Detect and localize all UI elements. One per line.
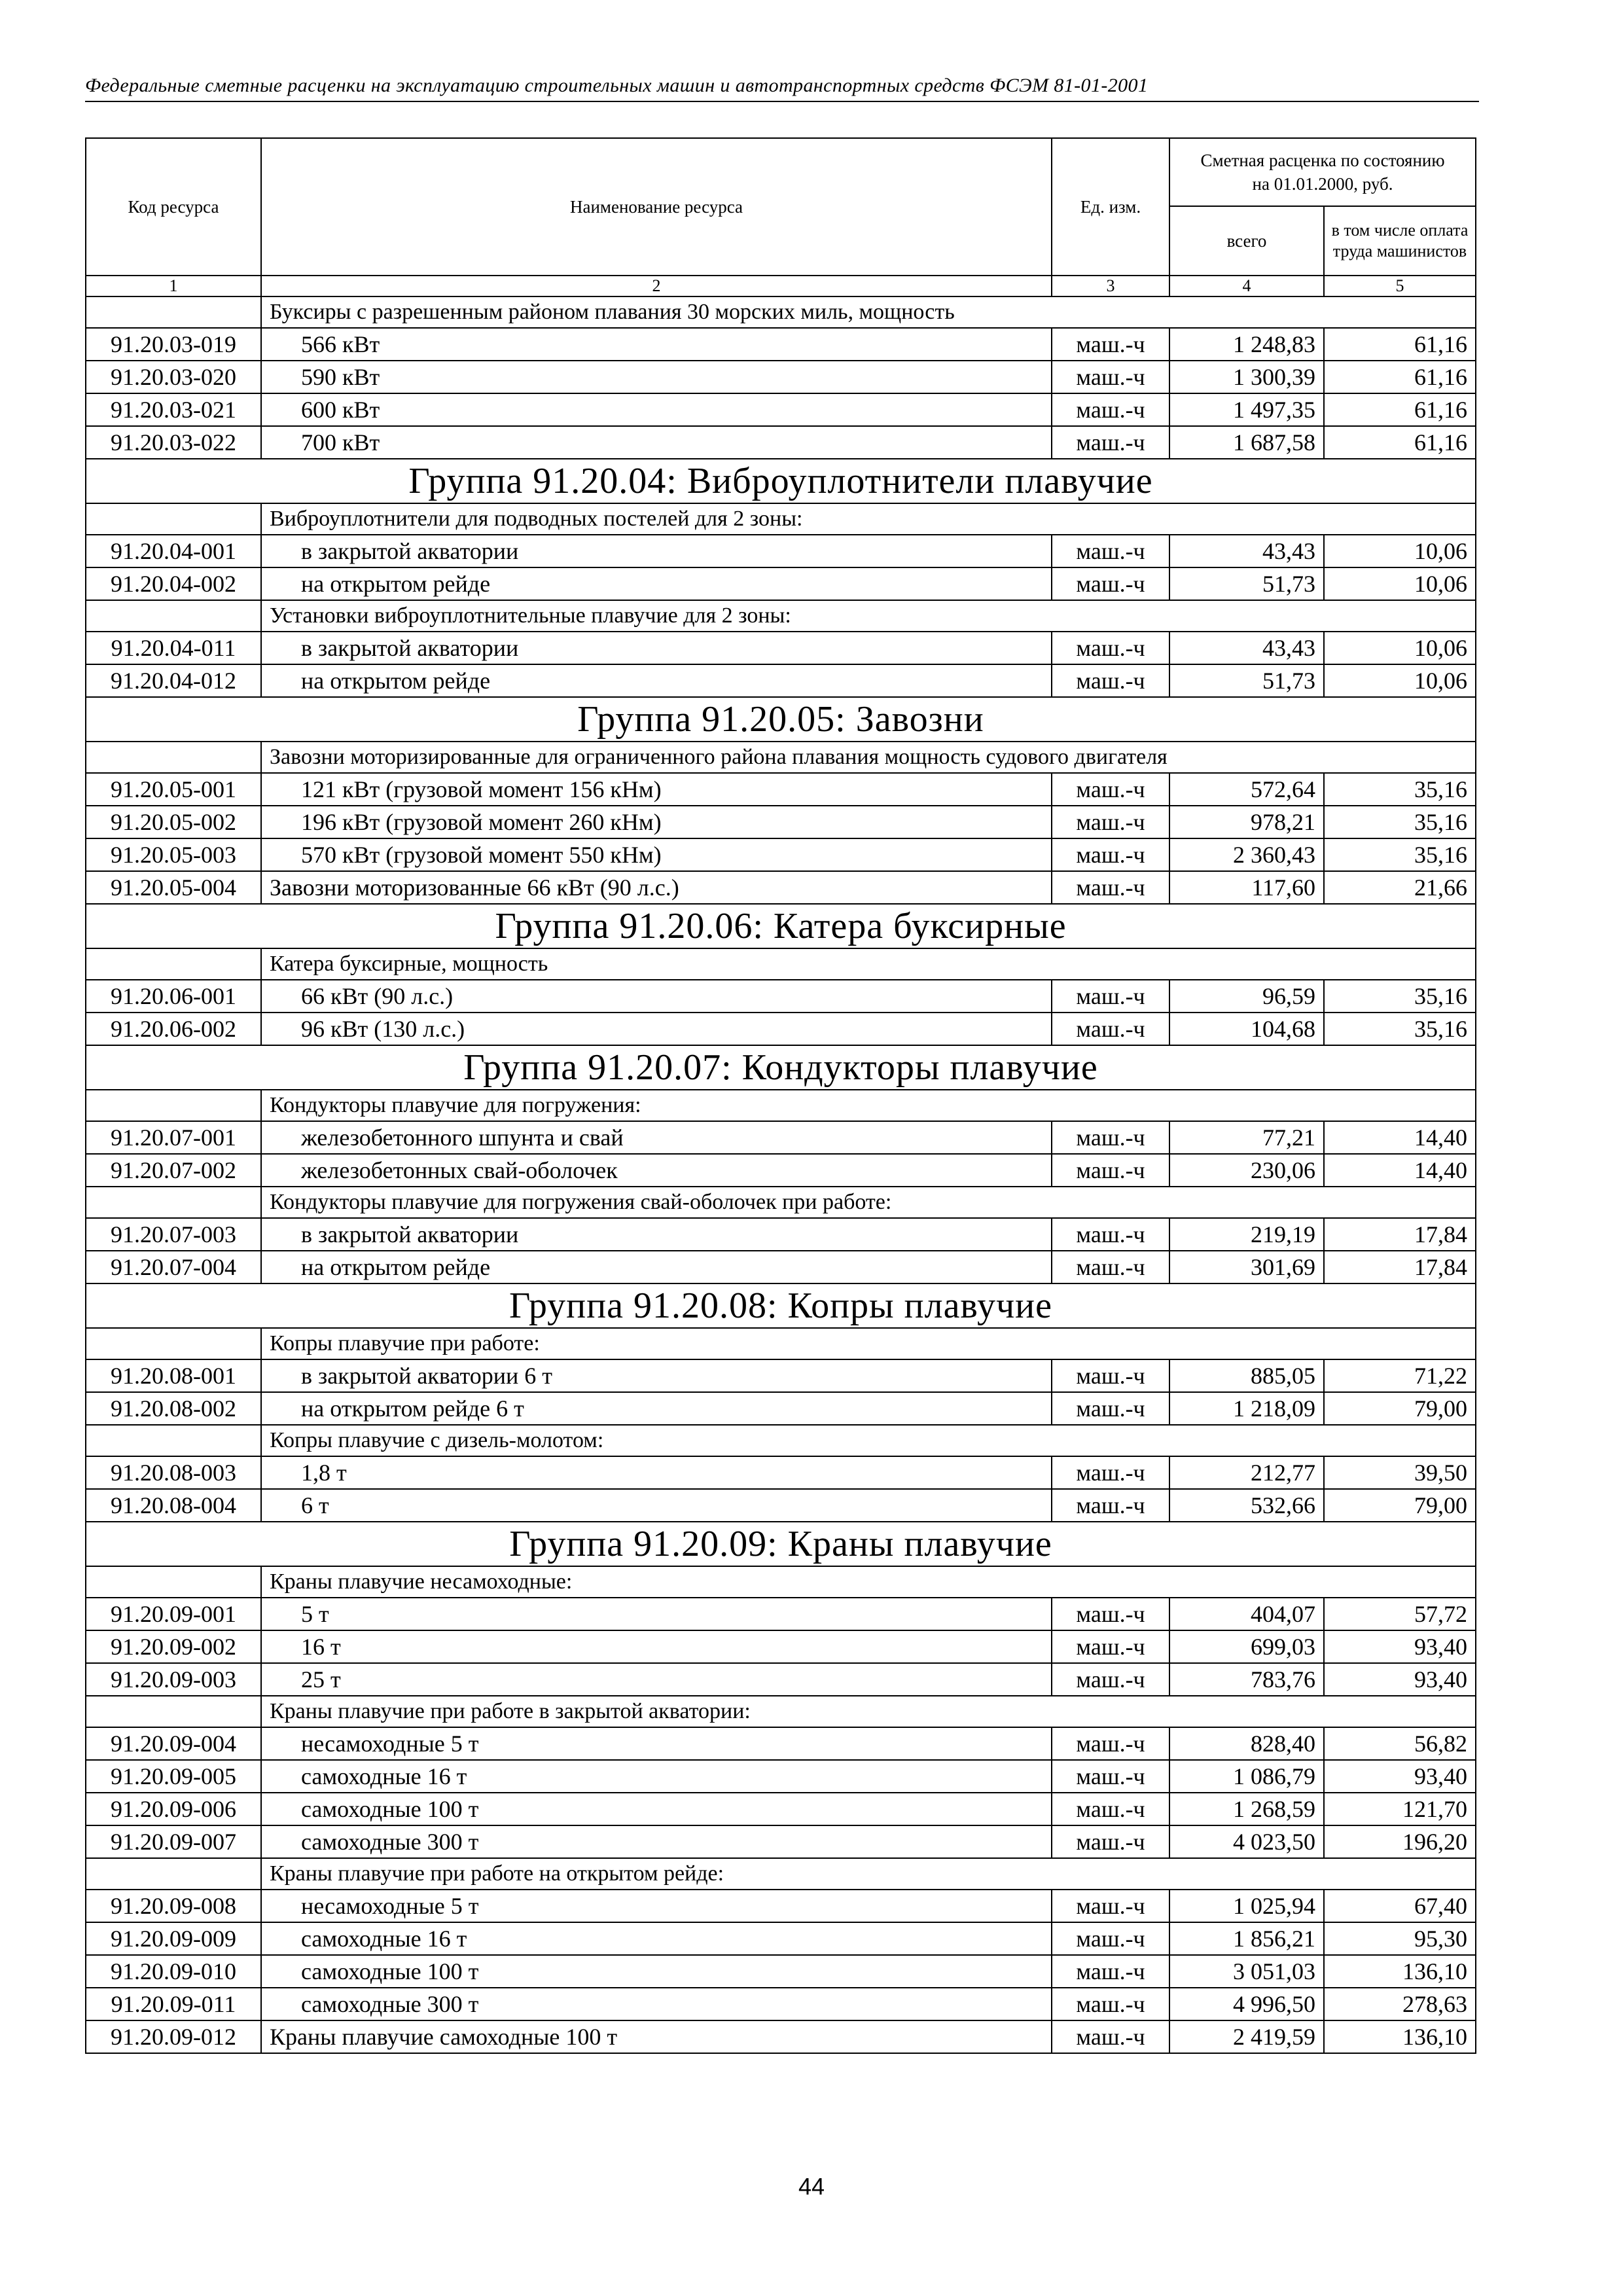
resource-name: Краны плавучие самоходные 100 т [261, 2020, 1052, 2053]
group-heading: Группа 91.20.07: Кондукторы плавучие [86, 1045, 1476, 1090]
total-cost: 828,40 [1169, 1727, 1324, 1760]
table-row [86, 1154, 1476, 1187]
unit-cell: маш.-ч [1052, 1663, 1169, 1696]
resource-name: 590 кВт [261, 361, 1052, 393]
column-number: 5 [1324, 276, 1476, 296]
total-cost: 43,43 [1169, 632, 1324, 664]
subheading-row [86, 1090, 1476, 1121]
total-cost: 1 025,94 [1169, 1890, 1324, 1922]
empty-cell [86, 742, 261, 773]
wages-cost: 21,66 [1324, 871, 1476, 904]
unit-cell: маш.-ч [1052, 426, 1169, 459]
unit-cell: маш.-ч [1052, 664, 1169, 697]
resource-code: 91.20.09-008 [86, 1890, 261, 1922]
total-cost: 783,76 [1169, 1663, 1324, 1696]
resource-name: 16 т [261, 1630, 1052, 1663]
subheading-text: Катера буксирные, мощность [261, 948, 1476, 980]
unit-cell: маш.-ч [1052, 1760, 1169, 1793]
subheading-row [86, 742, 1476, 773]
resource-name: 196 кВт (грузовой момент 260 кНм) [261, 806, 1052, 838]
empty-cell [86, 1696, 261, 1727]
total-cost: 4 996,50 [1169, 1988, 1324, 2020]
total-cost: 301,69 [1169, 1251, 1324, 1283]
wages-cost: 67,40 [1324, 1890, 1476, 1922]
group-heading-row [86, 459, 1476, 503]
running-title: Федеральные сметные расценки на эксплуатацию строительных машин и автотранспортных средств ФСЭМ 81-01-2001 [85, 75, 1479, 102]
wages-cost: 93,40 [1324, 1760, 1476, 1793]
total-cost: 3 051,03 [1169, 1955, 1324, 1988]
resource-name: несамоходные 5 т [261, 1727, 1052, 1760]
subheading-text: Буксиры с разрешенным районом плавания 30 морских миль, мощность [261, 296, 1476, 328]
resource-code: 91.20.03-022 [86, 426, 261, 459]
empty-cell [86, 600, 261, 632]
resource-name: 566 кВт [261, 328, 1052, 361]
wages-cost: 56,82 [1324, 1727, 1476, 1760]
subheading-row [86, 1858, 1476, 1890]
page-number: 44 [798, 2173, 825, 2200]
wages-cost: 17,84 [1324, 1218, 1476, 1251]
resource-code: 91.20.09-002 [86, 1630, 261, 1663]
total-cost: 1 856,21 [1169, 1922, 1324, 1955]
table-row [86, 980, 1476, 1013]
resource-name: самоходные 300 т [261, 1825, 1052, 1858]
unit-cell: маш.-ч [1052, 1922, 1169, 1955]
unit-cell: маш.-ч [1052, 1359, 1169, 1392]
column-number: 2 [261, 276, 1052, 296]
total-cost: 2 360,43 [1169, 838, 1324, 871]
column-number: 4 [1169, 276, 1324, 296]
total-cost: 51,73 [1169, 567, 1324, 600]
unit-cell: маш.-ч [1052, 632, 1169, 664]
subheading-row [86, 1187, 1476, 1218]
resource-name: на открытом рейде [261, 664, 1052, 697]
empty-cell [86, 1425, 261, 1456]
unit-cell: маш.-ч [1052, 361, 1169, 393]
wages-cost: 196,20 [1324, 1825, 1476, 1858]
wages-cost: 39,50 [1324, 1456, 1476, 1489]
table-row [86, 773, 1476, 806]
empty-cell [86, 1566, 261, 1598]
resource-code: 91.20.09-007 [86, 1825, 261, 1858]
group-heading-row [86, 1522, 1476, 1566]
group-heading-row [86, 1045, 1476, 1090]
table-row [86, 535, 1476, 567]
wages-cost: 79,00 [1324, 1392, 1476, 1425]
unit-cell: маш.-ч [1052, 1598, 1169, 1630]
resource-name: 6 т [261, 1489, 1052, 1522]
resource-code: 91.20.04-012 [86, 664, 261, 697]
resource-code: 91.20.08-001 [86, 1359, 261, 1392]
total-cost: 230,06 [1169, 1154, 1324, 1187]
resource-code: 91.20.08-003 [86, 1456, 261, 1489]
wages-cost: 121,70 [1324, 1793, 1476, 1825]
group-heading: Группа 91.20.04: Виброуплотнители плавучие [86, 459, 1476, 503]
header-total: всего [1169, 206, 1324, 276]
subheading-row [86, 1696, 1476, 1727]
table-row [86, 393, 1476, 426]
resource-code: 91.20.07-001 [86, 1121, 261, 1154]
unit-cell: маш.-ч [1052, 1121, 1169, 1154]
wages-cost: 278,63 [1324, 1988, 1476, 2020]
table-body [86, 296, 1476, 2053]
group-heading: Группа 91.20.06: Катера буксирные [86, 904, 1476, 948]
resource-name: на открытом рейде [261, 567, 1052, 600]
unit-cell: маш.-ч [1052, 2020, 1169, 2053]
resource-name: несамоходные 5 т [261, 1890, 1052, 1922]
table-row [86, 1392, 1476, 1425]
total-cost: 2 419,59 [1169, 2020, 1324, 2053]
resource-code: 91.20.09-010 [86, 1955, 261, 1988]
total-cost: 404,07 [1169, 1598, 1324, 1630]
table-row [86, 1988, 1476, 2020]
resource-name: 96 кВт (130 л.с.) [261, 1013, 1052, 1045]
resource-code: 91.20.04-002 [86, 567, 261, 600]
resource-name: самоходные 300 т [261, 1988, 1052, 2020]
subheading-text: Кондукторы плавучие для погружения свай-оболочек при работе: [261, 1187, 1476, 1218]
resource-name: в закрытой акватории 6 т [261, 1359, 1052, 1392]
wages-cost: 57,72 [1324, 1598, 1476, 1630]
resource-code: 91.20.07-003 [86, 1218, 261, 1251]
group-heading-row [86, 697, 1476, 742]
subheading-row [86, 948, 1476, 980]
unit-cell: маш.-ч [1052, 773, 1169, 806]
wages-cost: 10,06 [1324, 535, 1476, 567]
unit-cell: маш.-ч [1052, 535, 1169, 567]
group-heading-row [86, 1283, 1476, 1328]
rates-table [85, 137, 1476, 2054]
resource-code: 91.20.05-001 [86, 773, 261, 806]
table-row [86, 1359, 1476, 1392]
total-cost: 43,43 [1169, 535, 1324, 567]
wages-cost: 35,16 [1324, 1013, 1476, 1045]
subheading-text: Виброуплотнители для подводных постелей для 2 зоны: [261, 503, 1476, 535]
wages-cost: 79,00 [1324, 1489, 1476, 1522]
subheading-text: Кондукторы плавучие для погружения: [261, 1090, 1476, 1121]
group-heading: Группа 91.20.05: Завозни [86, 697, 1476, 742]
total-cost: 1 687,58 [1169, 426, 1324, 459]
subheading-text: Краны плавучие при работе в закрытой акватории: [261, 1696, 1476, 1727]
resource-name: железобетонных свай-оболочек [261, 1154, 1052, 1187]
empty-cell [86, 948, 261, 980]
group-heading: Группа 91.20.09: Краны плавучие [86, 1522, 1476, 1566]
resource-name: самоходные 16 т [261, 1922, 1052, 1955]
total-cost: 117,60 [1169, 871, 1324, 904]
unit-cell: маш.-ч [1052, 1793, 1169, 1825]
resource-name: Завозни моторизованные 66 кВт (90 л.с.) [261, 871, 1052, 904]
resource-code: 91.20.07-002 [86, 1154, 261, 1187]
table-row [86, 632, 1476, 664]
resource-name: в закрытой акватории [261, 535, 1052, 567]
wages-cost: 10,06 [1324, 567, 1476, 600]
unit-cell: маш.-ч [1052, 1988, 1169, 2020]
table-row [86, 1727, 1476, 1760]
table-row [86, 1456, 1476, 1489]
wages-cost: 93,40 [1324, 1663, 1476, 1696]
resource-code: 91.20.03-019 [86, 328, 261, 361]
wages-cost: 61,16 [1324, 393, 1476, 426]
resource-code: 91.20.05-004 [86, 871, 261, 904]
table-row [86, 1218, 1476, 1251]
resource-name: на открытом рейде [261, 1251, 1052, 1283]
empty-cell [86, 1090, 261, 1121]
table-row [86, 871, 1476, 904]
unit-cell: маш.-ч [1052, 393, 1169, 426]
group-heading: Группа 91.20.08: Копры плавучие [86, 1283, 1476, 1328]
resource-name: 25 т [261, 1663, 1052, 1696]
subheading-text: Копры плавучие с дизель-молотом: [261, 1425, 1476, 1456]
resource-name: самоходные 100 т [261, 1955, 1052, 1988]
resource-name: железобетонного шпунта и свай [261, 1121, 1052, 1154]
unit-cell: маш.-ч [1052, 838, 1169, 871]
unit-cell: маш.-ч [1052, 1630, 1169, 1663]
column-number: 1 [86, 276, 261, 296]
resource-code: 91.20.09-009 [86, 1922, 261, 1955]
wages-cost: 10,06 [1324, 632, 1476, 664]
resource-code: 91.20.03-020 [86, 361, 261, 393]
total-cost: 212,77 [1169, 1456, 1324, 1489]
wages-cost: 14,40 [1324, 1154, 1476, 1187]
unit-cell: маш.-ч [1052, 1154, 1169, 1187]
column-number: 3 [1052, 276, 1169, 296]
unit-cell: маш.-ч [1052, 1392, 1169, 1425]
table-row [86, 567, 1476, 600]
table-row [86, 1121, 1476, 1154]
resource-code: 91.20.09-004 [86, 1727, 261, 1760]
total-cost: 1 300,39 [1169, 361, 1324, 393]
unit-cell: маш.-ч [1052, 1955, 1169, 1988]
resource-name: самоходные 100 т [261, 1793, 1052, 1825]
resource-name: 121 кВт (грузовой момент 156 кНм) [261, 773, 1052, 806]
subheading-text: Установки виброуплотнительные плавучие для 2 зоны: [261, 600, 1476, 632]
empty-cell [86, 296, 261, 328]
resource-code: 91.20.08-002 [86, 1392, 261, 1425]
resource-code: 91.20.09-011 [86, 1988, 261, 2020]
total-cost: 77,21 [1169, 1121, 1324, 1154]
resource-code: 91.20.09-006 [86, 1793, 261, 1825]
wages-cost: 35,16 [1324, 838, 1476, 871]
wages-cost: 93,40 [1324, 1630, 1476, 1663]
table-row [86, 361, 1476, 393]
unit-cell: маш.-ч [1052, 1890, 1169, 1922]
empty-cell [86, 503, 261, 535]
table-row [86, 1598, 1476, 1630]
total-cost: 1 268,59 [1169, 1793, 1324, 1825]
subheading-row [86, 600, 1476, 632]
resource-code: 91.20.04-011 [86, 632, 261, 664]
wages-cost: 35,16 [1324, 806, 1476, 838]
resource-name: 66 кВт (90 л.с.) [261, 980, 1052, 1013]
total-cost: 1 248,83 [1169, 328, 1324, 361]
subheading-row [86, 503, 1476, 535]
resource-code: 91.20.09-003 [86, 1663, 261, 1696]
resource-code: 91.20.06-001 [86, 980, 261, 1013]
header-rate: Сметная расценка по состоянию на 01.01.2000, руб. [1169, 138, 1476, 206]
unit-cell: маш.-ч [1052, 980, 1169, 1013]
subheading-row [86, 1328, 1476, 1359]
total-cost: 51,73 [1169, 664, 1324, 697]
wages-cost: 35,16 [1324, 980, 1476, 1013]
unit-cell: маш.-ч [1052, 806, 1169, 838]
total-cost: 532,66 [1169, 1489, 1324, 1522]
resource-name: 700 кВт [261, 426, 1052, 459]
wages-cost: 136,10 [1324, 1955, 1476, 1988]
unit-cell: маш.-ч [1052, 1489, 1169, 1522]
total-cost: 978,21 [1169, 806, 1324, 838]
unit-cell: маш.-ч [1052, 1456, 1169, 1489]
subheading-row [86, 1566, 1476, 1598]
total-cost: 219,19 [1169, 1218, 1324, 1251]
resource-code: 91.20.05-002 [86, 806, 261, 838]
unit-cell: маш.-ч [1052, 567, 1169, 600]
table-row [86, 806, 1476, 838]
header-wages: в том числе оплата труда машинистов [1324, 206, 1476, 276]
total-cost: 1 497,35 [1169, 393, 1324, 426]
table-row [86, 1760, 1476, 1793]
header-code: Код ресурса [86, 138, 261, 276]
wages-cost: 61,16 [1324, 328, 1476, 361]
resource-code: 91.20.04-001 [86, 535, 261, 567]
unit-cell: маш.-ч [1052, 1218, 1169, 1251]
wages-cost: 35,16 [1324, 773, 1476, 806]
resource-name: на открытом рейде 6 т [261, 1392, 1052, 1425]
unit-cell: маш.-ч [1052, 1825, 1169, 1858]
resource-name: в закрытой акватории [261, 1218, 1052, 1251]
table-row [86, 664, 1476, 697]
wages-cost: 61,16 [1324, 426, 1476, 459]
resource-name: 570 кВт (грузовой момент 550 кНм) [261, 838, 1052, 871]
empty-cell [86, 1328, 261, 1359]
unit-cell: маш.-ч [1052, 328, 1169, 361]
wages-cost: 95,30 [1324, 1922, 1476, 1955]
resource-code: 91.20.05-003 [86, 838, 261, 871]
subheading-text: Копры плавучие при работе: [261, 1328, 1476, 1359]
unit-cell: маш.-ч [1052, 1013, 1169, 1045]
table-row [86, 1663, 1476, 1696]
resource-name: самоходные 16 т [261, 1760, 1052, 1793]
wages-cost: 17,84 [1324, 1251, 1476, 1283]
resource-code: 91.20.08-004 [86, 1489, 261, 1522]
subheading-text: Краны плавучие при работе на открытом рейде: [261, 1858, 1476, 1890]
resource-code: 91.20.09-012 [86, 2020, 261, 2053]
total-cost: 572,64 [1169, 773, 1324, 806]
unit-cell: маш.-ч [1052, 1727, 1169, 1760]
total-cost: 96,59 [1169, 980, 1324, 1013]
table-row [86, 1793, 1476, 1825]
total-cost: 699,03 [1169, 1630, 1324, 1663]
wages-cost: 136,10 [1324, 2020, 1476, 2053]
resource-code: 91.20.03-021 [86, 393, 261, 426]
table-row [86, 1489, 1476, 1522]
table-row [86, 426, 1476, 459]
total-cost: 104,68 [1169, 1013, 1324, 1045]
header-name: Наименование ресурса [261, 138, 1052, 276]
wages-cost: 61,16 [1324, 361, 1476, 393]
unit-cell: маш.-ч [1052, 871, 1169, 904]
table-row [86, 1890, 1476, 1922]
subheading-row [86, 1425, 1476, 1456]
resource-name: 5 т [261, 1598, 1052, 1630]
wages-cost: 10,06 [1324, 664, 1476, 697]
table-row [86, 1251, 1476, 1283]
resource-code: 91.20.09-001 [86, 1598, 261, 1630]
wages-cost: 14,40 [1324, 1121, 1476, 1154]
group-heading-row [86, 904, 1476, 948]
subheading-row [86, 296, 1476, 328]
resource-code: 91.20.06-002 [86, 1013, 261, 1045]
total-cost: 1 218,09 [1169, 1392, 1324, 1425]
table-row [86, 328, 1476, 361]
table-row [86, 1630, 1476, 1663]
empty-cell [86, 1187, 261, 1218]
table-row [86, 838, 1476, 871]
resource-code: 91.20.07-004 [86, 1251, 261, 1283]
resource-name: 600 кВт [261, 393, 1052, 426]
unit-cell: маш.-ч [1052, 1251, 1169, 1283]
empty-cell [86, 1858, 261, 1890]
table-row [86, 1955, 1476, 1988]
subheading-text: Краны плавучие несамоходные: [261, 1566, 1476, 1598]
table-row [86, 2020, 1476, 2053]
header-unit: Ед. изм. [1052, 138, 1169, 276]
wages-cost: 71,22 [1324, 1359, 1476, 1392]
total-cost: 885,05 [1169, 1359, 1324, 1392]
resource-name: в закрытой акватории [261, 632, 1052, 664]
total-cost: 4 023,50 [1169, 1825, 1324, 1858]
table-row [86, 1013, 1476, 1045]
table-row [86, 1825, 1476, 1858]
table-row [86, 1922, 1476, 1955]
resource-name: 1,8 т [261, 1456, 1052, 1489]
total-cost: 1 086,79 [1169, 1760, 1324, 1793]
resource-code: 91.20.09-005 [86, 1760, 261, 1793]
subheading-text: Завозни моторизированные для ограниченного района плавания мощность судового двигателя [261, 742, 1476, 773]
